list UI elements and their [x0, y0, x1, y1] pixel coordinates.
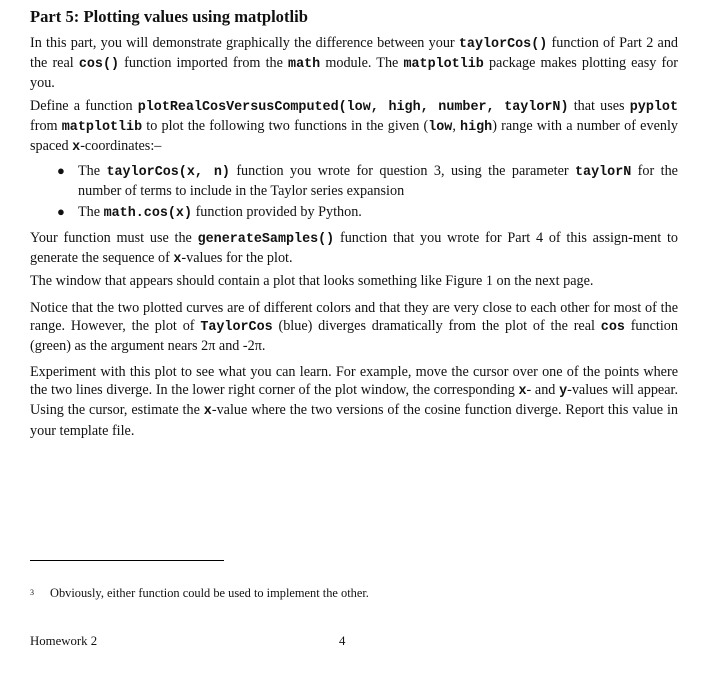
code-matplotlib: matplotlib: [403, 57, 484, 73]
code-high: high: [460, 120, 493, 136]
code-cos-2: cos: [600, 320, 625, 336]
paragraph-experiment: Experiment with this plot to see what you can learn. For example, move the cursor over one of the points where the two lines diverge. In the lower right corner of the plot window, the corresponding x- and y-values will appear. Using the cursor, estimate the x-value where the two versions of the cosine function diverge. Report this value in your template file.: [30, 364, 679, 439]
section-heading: Part 5: Plotting values using matplotlib: [30, 7, 308, 26]
code-x: x: [72, 140, 81, 156]
code-math: math: [288, 57, 321, 73]
code-low: low: [428, 120, 453, 136]
page-number: 4: [339, 634, 346, 648]
paragraph-notice: Notice that the two plotted curves are of different colors and that they are very close to each other for most of the range. However, the plot of TaylorCos (blue) diverges dramatically from the plot of the real cos function (green) as the argument nears 2π and -2π.: [30, 300, 678, 355]
list-item: ● The math.cos(x) function provided by Python.: [57, 204, 362, 222]
code-taylorcos: taylorCos(): [458, 37, 548, 52]
code-x-2: x: [173, 252, 182, 268]
paragraph-define-function: Define a function plotRealCosVersusComputed(low, high, number, taylorN) that uses pyplot from matplotlib to plot the following two functions in the given (low, high) range with a number of evenly spaced x-coordinates:–: [30, 98, 678, 156]
bullet-icon: ●: [57, 163, 65, 178]
code-taylorcos-x-n: taylorCos(x, n): [106, 165, 230, 180]
footnote-divider: [30, 560, 224, 561]
code-plot-function-signature: plotRealCosVersusComputed(low, high, number, taylorN): [137, 100, 569, 115]
footnote: [30, 586, 369, 601]
paragraph-intro: In this part, you will demonstrate graphically the difference between your taylorCos() function of Part 2 and the real cos() function imported from the math module. The matplotlib package makes plotting easy for you.: [30, 35, 679, 92]
code-math-cos: math.cos(x): [103, 206, 193, 222]
footnote-mark: 3: [30, 588, 34, 597]
function-list: [30, 162, 678, 227]
code-cos: cos(): [78, 57, 120, 73]
code-y: y: [559, 384, 568, 400]
list-item: ● The taylorCos(x, n) function you wrote for question 3, using the parameter taylorN for the number of terms to include in the Taylor series expansion: [57, 163, 678, 200]
paragraph-window: The window that appears should contain a plot that looks something like Figure 1 on the next page.: [30, 273, 594, 289]
code-x-4: x: [203, 404, 212, 420]
footer-title: Homework 2: [30, 634, 98, 648]
code-taylorcos-name: TaylorCos: [200, 320, 273, 336]
paragraph-generate-samples: Your function must use the generateSamples() function that you wrote for Part 4 of this assign-ment to generate the sequence of x-values for the plot.: [30, 230, 679, 268]
footnote-text: Obviously, either function could be used to implement the other.: [50, 586, 369, 600]
code-pyplot: pyplot: [629, 100, 678, 115]
code-x-3: x: [518, 384, 527, 400]
code-generatesamples: generateSamples(): [197, 232, 335, 247]
code-matplotlib-2: matplotlib: [61, 120, 143, 136]
code-taylorn: taylorN: [575, 165, 632, 180]
bullet-icon: ●: [57, 204, 65, 220]
